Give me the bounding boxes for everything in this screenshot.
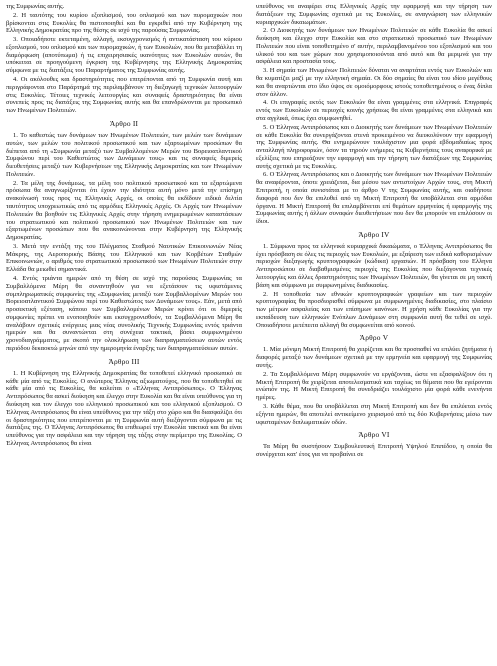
- paragraph: 1. Σύμφωνα προς τα ελληνικά κυριαρχικά δικαιώματα, ο Έλληνας Αντιπρόσωπος θα έχει πρόσβαση σε όλες τις περιοχές των Ευκολιών, με εξαίρεση των ειδικά καθορισμένων περιοχών διεξαγωγής κρυπτογραφικών (κώδικα) εργασιών. Η πρόσβαση του Ελληνα Αντιπροσώπου σε διαβαθμισμένες περιοχές της Ευκολίας που διεξάγονται τεχνικές λειτουργίες και άλλες δραστηριότητες των Ηνωμένων Πολιτειών, θα γίνεται σε μη τακτή βάση και σύμφωνα με συμφωνημένες διαδικασίες.: [256, 242, 492, 289]
- paragraph: της Συμφωνίας αυτής.: [6, 3, 65, 10]
- paragraph: 2. Η ταυτότης του κυρίου εξοπλισμού, του οπλισμού και των πυρομαχικών που βρίσκονται στις Ευκολίες θα πιστοποιηθεί και θα εγκριθεί από την Κυβέρνηση της Ελληνικής Δημοκρατίας προ της θέσης σε ισχύ της παρούσας Συμφωνίας.: [6, 11, 242, 35]
- left-column: [6, 3, 242, 663]
- paragraph: 3. Κάθε θέμα, που θα υποβάλλεται στη Μικτή Επιτροπή και δεν θα επιλύεται εντός εξήντα ημερών, θα αποτελεί αντικείμενο χειρισμού από τις δύο Κυβερνήσεις μέσω των υφισταμένων διπλωματικών οδών.: [256, 402, 492, 426]
- paragraph: Τα Μέρη θα συστήσουν Συμβουλευτική Επιτροπή Υψηλού Επιπέδου, η οποία θα συνέρχεται κατ' έτος για να προβαίνει σε: [256, 443, 492, 459]
- paragraph: 3. Οποιαδήποτε εκτεταμένη, αλλαγή, εκσυγχρονισμός ή αντικατάσταση του κύριου εξοπλισμού, του οπλισμού και των πυρομαχικών, ή των Ευκολιών, που θα μεταβάλλει τη διαμόρφωση (αποτύπωμα) ή τις επιχειρησιακές ικανότητες των Ευκολιών αυτών, θα υπόκειται σε προηγούμενη έγκριση της Κυβέρνησης της Ελληνικής Δημοκρατίας σύμφωνα με τις διατάξεις του Παραρτήματος της Συμφωνίας αυτής.: [6, 36, 242, 75]
- article-heading: Άρθρο V: [359, 333, 389, 343]
- paragraph: 2. Τα Συμβαλλόμενα Μέρη συμφωνούν να εργάζονται, ώστε να εξασφαλίζουν ότι η Μικτή Επιτροπή θα χειρίζεται αποτελεσματικά και ταχέως τα θέματα που θα εγείρονται ενώπιόν της. Η Μικτή Επιτροπή θα συνεδριάζει τουλάχιστο μία φορά κάθε ενενήντα ημέρες.: [256, 370, 492, 402]
- article-heading: Άρθρο IV: [358, 229, 390, 239]
- paragraph: 2. Τα μέλη της δυνάμεως, τα μέλη του πολιτικού προσωπικού και τα εξαρτώμενα πρόσωπα θα αναγνωρίζονται ότι έχουν την ιδιότητα αυτή μόνο μετά την επίσημη ανακοίνωσή τους προς τις Ελληνικές Αρχές, οι οποίες θα εκδίδουν ειδικά δελτία ταυτότητος υποχρεωτικώς από τις αρμόδιες Ελληνικές Αρχές. Οι Αρχές των Ηνωμένων Πολιτειών θα βοηθούν τις Ελληνικές Αρχές στην τήρηση ενημερωμένων καταστάσεων του στρατιωτικού και πολιτικού προσωπικού των Ηνωμένων Πολιτειών και των εξαρτωμένων προσώπων που θα ανακοινώνονται στην Κυβέρνηση της Ελληνικής Δημοκρατίας.: [6, 179, 242, 242]
- article-heading: Άρθρο VI: [358, 430, 390, 440]
- paragraph: 4. Οι επιγραφές εκτός των Ευκολιών θα είναι γραμμένες στα ελληνικά. Επιγραφές εντός των Ευκολιών σε περιοχές κοινής χρήσεως θα είναι γραμμένες στα ελληνικά και στα αγγλικά, όπως έχει συμφωνηθεί.: [256, 99, 492, 122]
- paragraph: 1. Μία μόνιμη Μικτή Επιτροπή θα χειρίζεται και θα προσπαθεί να επιλύει ζητήματα ή διαφορές μεταξύ των δυνάμεων σχετικά με την ερμηνεία και εφαρμογή της Συμφωνίας αυτής.: [256, 346, 492, 370]
- paragraph: υπεύθυνος να αναφέρει στις Ελληνικές Αρχές την εφαρμογή και την τήρηση των διατάξεων της Συμφωνίας σχετικά με τις Ευκολίες, σε αναγνώριση των ελληνικών κυριαρχικών δικαιωμάτων.: [256, 3, 492, 26]
- paragraph: 2. Ο Διοικητής των δυνάμεων των Ηνωμένων Πολιτειών σε κάθε Ευκολία θα ασκεί διοίκηση και έλεγχο στην Ευκολία και στο στρατιωτικό προσωπικό των Ηνωμένων Πολιτειών που είναι τοποθετημένο σ' αυτήν, περιλαμβανομένου του εξοπλισμού και του υλικού του και των χώρων που χρησιμοποιούνται από αυτό και θα μεριμνά για την ασφάλεια και προστασία τους.: [256, 27, 492, 66]
- paragraph: 5. Ο Έλληνας Αντιπρόσωπος και ο Διοικητής των δυνάμεων των Ηνωμένων Πολιτειών σε κάθε Ευκολία θα συνεργάζονται στενά προκειμένου να διευκολύνουν την εφαρμογή της Συμφωνίας αυτής. Θα ενημερώνουν τουλάχιστον μια φορά εβδομαδιαίως προς ανταλλαγή πληροφοριών, όσον τα τηρούν ενήμερες τις Κυβερνήσεις τους αναφορικά με εξελίξεις που επηρεάζουν την εφαρμογή και την τήρηση των διατάξεων της Συμφωνίας αυτής σχετικά με τις Ευκολίες.: [256, 123, 492, 170]
- paragraph: 1. Το καθεστώς των δυνάμεων των Ηνωμένων Πολιτειών, των μελών των δυνάμεων αυτών, των μελών του πολιτικού προσωπικού και των εξαρτωμένων προσώπων θα διέπεται από τη «Συμφωνία μεταξύ των Συμβαλλομένων Μερών του Βορειοατλαντικού Συμφώνου περί του Καθεστώτος των Δυνάμεων τους» και τις συναφείς διμερείς διευθετήσεις μεταξύ των Κυβερνήσεων της Ελληνικής Δημοκρατίας και των Ηνωμένων Πολιτειών.: [6, 131, 242, 178]
- paragraph: 2. Η τοποθεσία των εθνικών κρυπτογραφικών γραφείων και των περιοχών κρυπτογραφίας θα προσδιορισθεί σύμφωνα με συμφωνημένες διαδικασίες, στο πλαίσιο των μέτρων ασφαλείας και των επίσημων κανόνων. Η χρήση κάθε Ευκολίας για την εκπαίδευση των ελληνικών Ενόπλων Δυνάμεων στη συμφωνία αυτή θα τεθεί σε ισχύ. Οποιαδήποτε μετέπειτα αλλαγή θα συμφωνείται από κοινού.: [256, 290, 492, 329]
- paragraph: 3. Μετά την εντάξη της του Πλέγματος Σταθμού Ναυτικών Επικοινωνιών Νέας Μάκρης, της Αεροπορικής Βάσης του Ελληνικού και των Κορβέτων Σταθμών Επικοινωνιών, ο αριθμός του στρατιωτικού προσωπικού των Ηνωμένων Πολιτειών στην Ελλάδα θα μειωθεί σημαντικά.: [6, 242, 242, 274]
- right-column: [256, 3, 492, 663]
- paragraph: 4. Οι ακόλουθες και δραστηριότητες που επιτρέπονται από τη Συμφωνία αυτή και περιγράφονται στο Παράρτημά της περιλαμβάνουν τη διεξαγωγή τεχνικών λειτουργιών στις Ευκολίες. Τέτοιες τεχνικές λειτουργίες και συναφείς δραστηριότητες θα είναι συνεπείς προς τις διατάξεις της Συμφωνίας αυτής και θα επανδρώνονται με προσωπικό των Ηνωμένων Πολιτειών.: [6, 76, 242, 115]
- paragraph: 6. Ο Έλληνας Αντιπρόσωπος και ο Διοικητής των δυνάμεων των Ηνωμένων Πολιτειών θα αναφέρονται, όποτε χρειάζεται, δια μέσου των αντιστοίχων Αρχών τους, στη Μικτή Επιτροπή, η οποία συνιστάται με το άρθρο V της Συμφωνίας αυτής, και οιαδήποτε διαφορά που δεν θα επιλυθεί από τη Μικτή Επιτροπή θα υποβάλλεται στα αρμόδια όργανα. Η Μικτή Επιτροπή θα επιλαμβάνεται επί θεμάτων ερμηνείας ή εφαρμογής της Συμφωνίας αυτής ή άλλων συναφών διευθετήσεων που δεν θα μπορούν να επιλύσουν οι ίδιοι.: [256, 171, 492, 226]
- article-heading: Άρθρο ΙΙ: [109, 118, 139, 128]
- paragraph: 1. Η Κυβέρνηση της Ελληνικής Δημοκρατίας θα τοποθετεί ελληνικό προσωπικό σε κάθε μία από τις Ευκολίες. Ο ανώτερος Έλληνας αξιωματούχος, που θα τοποθετηθεί σε κάθε μία από τις Ευκολίες, θα καλείται ο «Έλληνας Αντιπρόσωπος». Ο Έλληνας Αντιπρόσωπος θα ασκεί διοίκηση και έλεγχο στην Ευκολία και θα είναι υπεύθυνος για τη διοίκηση και τον έλεγχο του ελληνικού προσωπικού και του ελληνικού εξοπλισμού. Ο Έλληνας Αντιπρόσωπος θα είναι υπεύθυνος για την τάξη στο χώρο και θα διασφαλίζει ότι οι δραστηριότητες που επιτρέπονται με τη Συμφωνία αυτή διεξάγονται σύμφωνα με τις διατάξεις της. Ο Έλληνας Αντιπρόσωπος θα επιθεωρεί την Ευκολία τακτικά και θα είναι υπεύθυνος για την ασφάλεια και την τήρηση της τάξης στην περίμετρο της Ευκολίας. Ο Έλληνας Αντιπρόσωπος θα είναι: [6, 369, 242, 447]
- paragraph: 4. Εντός τριάντα ημερών από τη θέση σε ισχύ της παρούσας Συμφωνίας τα Συμβαλλόμενα Μέρη θα συναντηθούν για να εξετάσουν τις υφιστάμενες συμπληρωματικές συμφωνίες της «Συμφωνίας μεταξύ των Συμβαλλομένων Μερών του Βορειοατλαντικού Συμφώνου περί του Καθεστώτος των Δυνάμεων τους». Εάν, μετά από προσεκτική εξέταση, κάποιο των Συμβαλλομένων Μερών κρίνει ότι οι διμερείς συμφωνίες πρέπει να ενοποιηθούν και εκσυγχρονισθούν, τα Συμβαλλόμενα Μέρη θα αναλάβουν σχετικές ενέργειες μιας νέας συνολικής Τεχνικής Συμφωνίας εντός τριάντα ημερών και θα συναντώνται στη συνέχεια τακτικά, βάσει συμφωνημένου χρονοδιαγράμματος, με σκοπό την ολοκλήρωση των διαπραγματεύσεων αυτών εντός περιόδου δεκαοκτώ μηνών από την ημερομηνία έναρξης των διαπραγματεύσεων αυτών.: [6, 275, 242, 353]
- article-heading: Άρθρο ΙΙΙ: [108, 356, 140, 366]
- paragraph: 3. Η σημαία των Ηνωμένων Πολιτειών δύναται να αναρτάται εντός των Ευκολιών και θα κυματίζει μαζί με την ελληνική σημαία. Οι δύο σημαίες θα είναι του ιδίου μεγέθους και θα αναρτώνται στο ίδιο ύψος σε ομοιόμορφους ιστούς τοποθετημένους ο ένας δίπλα στον άλλον.: [256, 67, 492, 98]
